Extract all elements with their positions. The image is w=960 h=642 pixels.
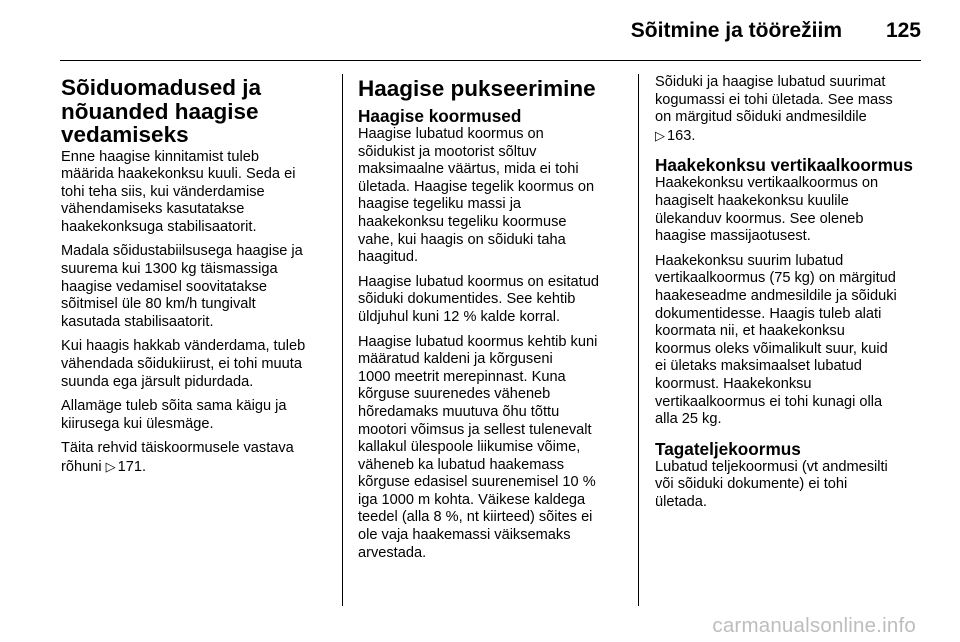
watermark: carmanualsonline.info (712, 614, 916, 637)
paragraph: Täita rehvid täiskoormusele vastava rõhuni ▷ 171. (61, 440, 294, 475)
paragraph: Haagise lubatud koormus on sõidukist ja mootorist sõltuv maksimaalne väärtus, mida ei tohi ületada. Haagise tegelik koormus on haagise tegeliku massi ja haakekonksu tegeliku koormuse vahe, kui haagis on sõiduki taha haagitud. (358, 126, 595, 266)
column-divider-left (342, 74, 343, 606)
column-middle (358, 74, 628, 569)
section-heading-towing: Haagise pukseerimine (358, 76, 596, 101)
page-header (0, 0, 960, 62)
page-reference-link[interactable]: 171. (117, 459, 147, 475)
paragraph: Madala sõidustabiilsusega haagise ja suurema kui 1300 kg täismassiga haagise vedamisel soovitatakse sõitmisel üle 80 km/h tungivalt kasutada stabilisaatorit. (61, 243, 303, 330)
column-divider-right (638, 74, 639, 606)
paragraph: Allamäge tuleb sõita sama käigu ja kiirusega kui ülesmäge. (61, 398, 287, 432)
paragraph: Lubatud teljekoormusi (vt andmesilti või sõiduki dokumente) ei tohi ületada. (655, 458, 888, 510)
paragraph: Sõiduki ja haagise lubatud suurimat kogumassi ei tohi ületada. See mass on märgitud sõiduki andmesildile ▷ 163. (655, 74, 893, 144)
section-heading-driving-characteristics: Sõiduomadused ja nõuanded haagise vedamiseks (61, 75, 262, 147)
page-reference-icon: ▷ (105, 459, 116, 474)
paragraph: Haakekonksu suurim lubatud vertikaalkoormus (75 kg) on märgitud haakeseadme andmesildile ja sõiduki dokumentidesse. Haagis tuleb alati koormata nii, et haakekonksu koormus oleks võimalikult suur, kuid ei ületaks maksimaalset lubatud koormust. Haakekonksu vertikaalkoormus ei tohi kunagi olla alla 25 kg. (655, 252, 897, 428)
paragraph: Enne haagise kinnitamist tuleb määrida haakekonksu kuuli. Seda ei tohi teha siis, kui vänderdamise vähendamiseks kasutatakse haakekonksuga stabilisaatorit. (61, 148, 296, 235)
page-number: 125 (885, 19, 921, 42)
page-title: Sõitmine ja töörežiim (630, 19, 842, 42)
subheading-trailer-loads: Haagise koormused (358, 106, 522, 126)
column-left (61, 74, 329, 484)
page-reference-icon: ▷ (655, 127, 665, 143)
subheading-vertical-load: Haakekonksu vertikaalkoormus (655, 155, 913, 176)
paragraph: Kui haagis hakkab vänderdama, tuleb vähendada sõidukiirust, ei tohi muuta suunda ega järsult pidurdada. (61, 338, 306, 390)
paragraph: Haakekonksu vertikaalkoormus on haagiselt haakekonksu kuulile ülekanduv koormus. See oleneb haagise massijaotusest. (655, 175, 879, 245)
page-reference-link[interactable]: 163. (667, 127, 696, 144)
subheading-rear-axle-load: Tagateljekoormus (655, 438, 801, 459)
paragraph: Haagise lubatud koormus kehtib kuni määratud kaldeni ja kõrguseni 1000 meetrit merepinnast. Kuna kõrguse suurenedes väheneb hõredamaks muutuva õhu tõttu mootori võimsus ja sellest tulenevalt kallakul ülespoole liikumise võime, väheneb ka lubatud haakemass kõrguse edasisel suurenemisel 10 % iga 1000 m kohta. Väikese kaldega teedel (alla 8 %, nt kiirteed) sõites ei ole vaja haakemassi väiksemaks arvestada. (358, 333, 598, 561)
paragraph: Haagise lubatud koormus on esitatud sõiduki dokumentides. See kehtib üldjuhul kuni 12 % kalde korral. (358, 273, 599, 325)
header-rule (60, 60, 921, 61)
column-right (655, 74, 925, 518)
